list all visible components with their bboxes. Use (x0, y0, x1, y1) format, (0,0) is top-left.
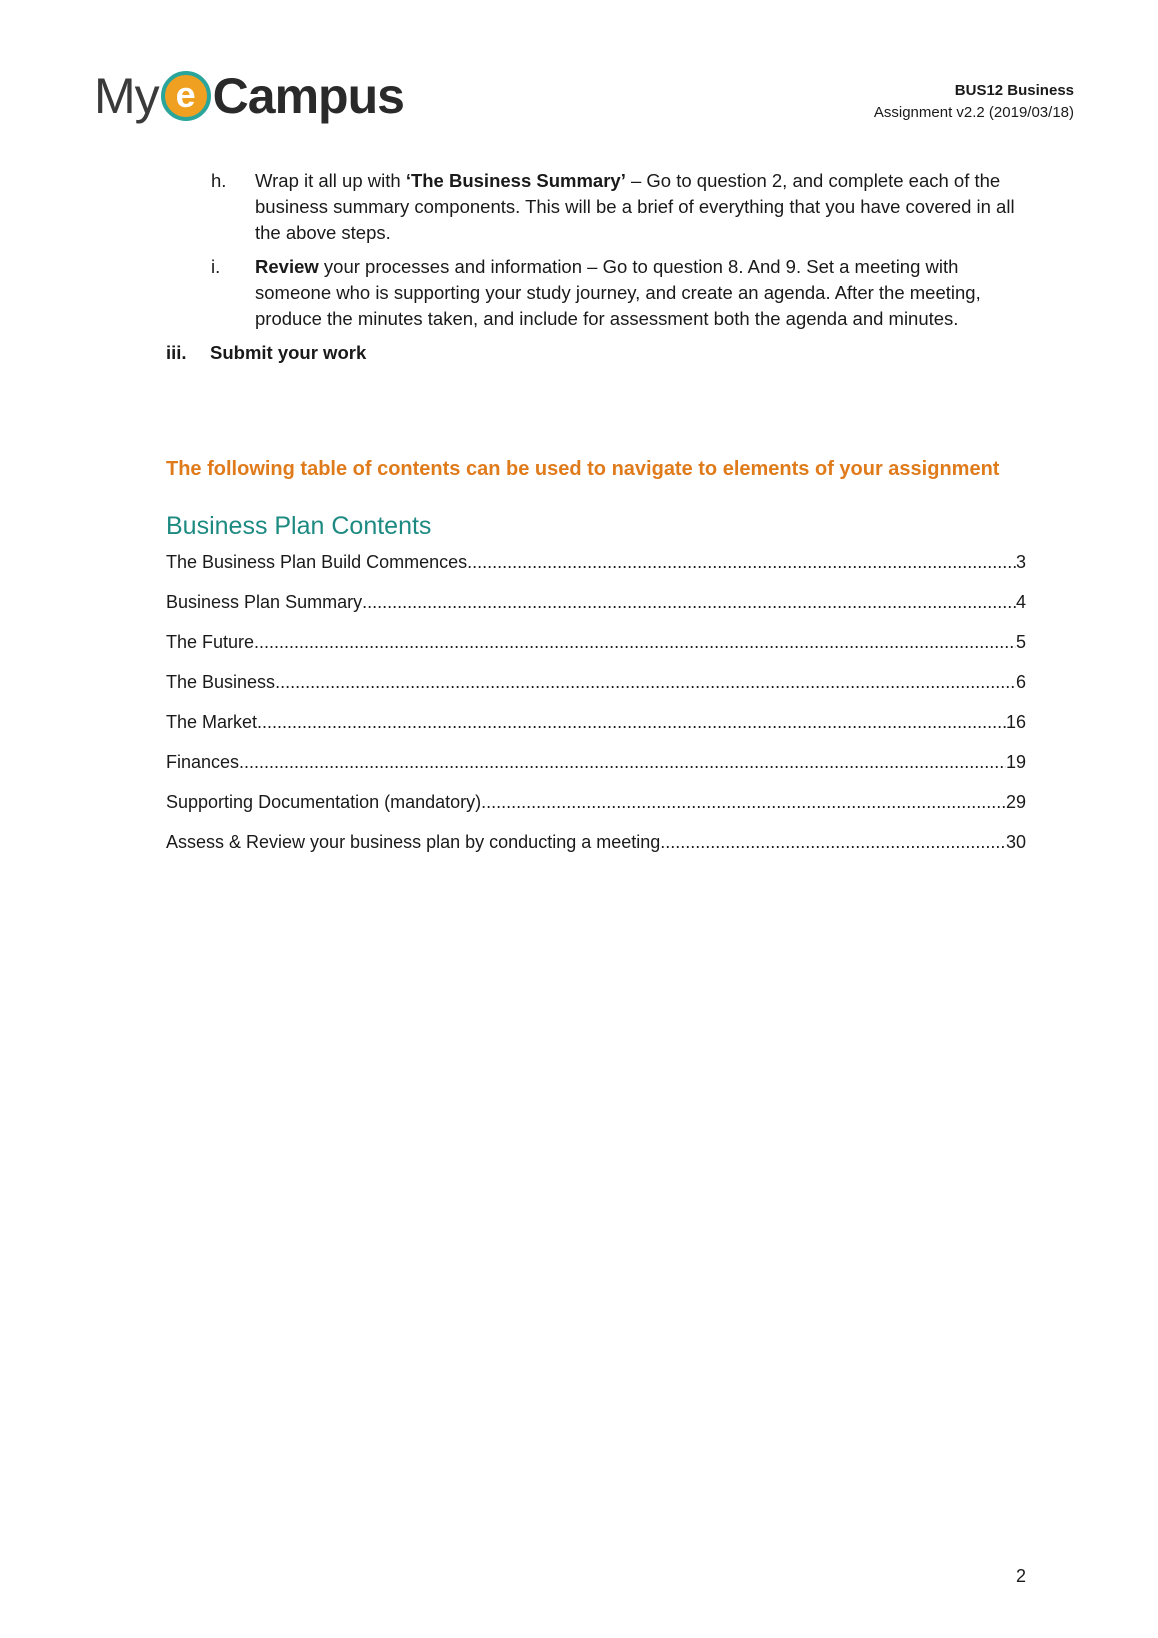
step-text: Submit your work (210, 342, 367, 363)
course-code: BUS12 Business (954, 82, 1074, 99)
assignment-version: Assignment v2.2 (2019/03/18) (873, 104, 1074, 121)
toc-link[interactable]: The Business ..... 6 (166, 672, 1026, 712)
toc-link[interactable]: The Business Plan Build Commences ..... 3 (166, 552, 1026, 592)
logo-e-icon: e (161, 71, 211, 121)
logo-text-my: My (94, 68, 159, 124)
step-marker: h. (211, 170, 227, 191)
step-i (166, 254, 1026, 332)
toc-title: Business Plan Contents (166, 512, 432, 540)
logo-text-campus: Campus (212, 68, 404, 124)
toc-link[interactable]: Assess & Review your business plan by conducting a meeting ..... 30 (166, 832, 1026, 872)
step-marker: iii. (166, 342, 187, 363)
toc-link[interactable]: The Market ..... 16 (166, 712, 1026, 752)
step-text: Review your processes and information – Go to question 8. And 9. Set a meeting with someone who is supporting your study journey, and create an agenda. After the meeting, produce the minutes taken, and include for assessment both the agenda and minutes. (255, 256, 981, 329)
toc-link[interactable]: Business Plan Summary ..... 4 (166, 592, 1026, 632)
step-iii (166, 340, 1026, 366)
step-marker: i. (211, 256, 221, 277)
document-header (874, 80, 1074, 124)
table-of-contents (166, 552, 1026, 872)
toc-link[interactable]: Supporting Documentation (mandatory) ..... 29 (166, 792, 1026, 832)
steps-list (166, 168, 1026, 374)
step-text: Wrap it all up with ‘The Business Summary’ – Go to question 2, and complete each of the business summary components. This will be a brief of everything that you have covered in all the above steps. (255, 170, 1015, 243)
toc-intro: The following table of contents can be used to navigate to elements of your assignment (166, 458, 1000, 480)
page-number: 2 (1015, 1566, 1026, 1586)
toc-link[interactable]: Finances ..... 19 (166, 752, 1026, 792)
toc-link[interactable]: The Future ..... 5 (166, 632, 1026, 672)
step-h (166, 168, 1026, 246)
mycampus-logo (94, 66, 404, 126)
